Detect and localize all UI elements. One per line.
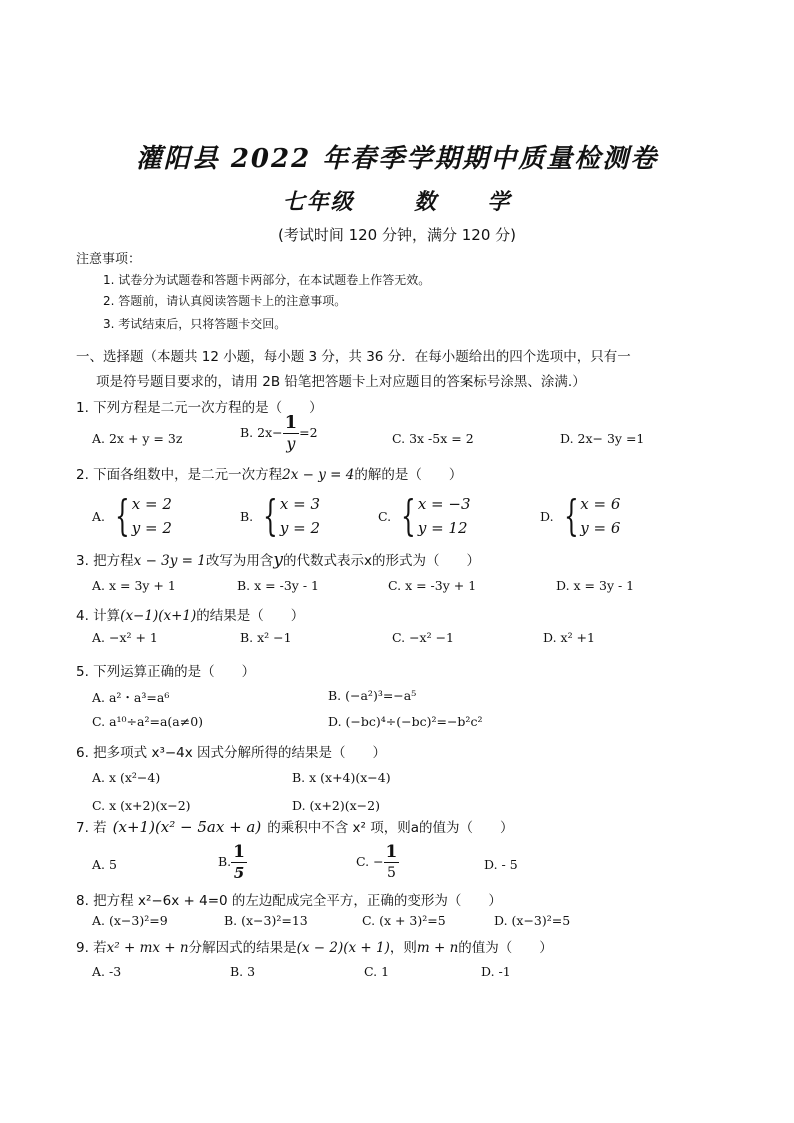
fraction-denominator: y [286, 434, 296, 453]
question-7-stem [76, 816, 514, 836]
stem-equation: x − 3y = 1 [133, 553, 206, 569]
subject-char-2: 学 [487, 189, 512, 215]
exam-subtitle [0, 185, 794, 216]
option-label: C. [378, 508, 392, 524]
stem-text: 7. 若 [76, 820, 107, 836]
question-8-option-c: C. (x + 3)²=5 [362, 913, 446, 928]
question-2-stem [76, 463, 462, 483]
question-9-stem [76, 936, 553, 956]
question-3-stem [76, 549, 480, 570]
question-4-option-a: A. −x² + 1 [92, 630, 158, 645]
question-4-option-b: B. x² −1 [240, 630, 292, 645]
stem-expression: (x+1)(x² − 5ax + a) [112, 818, 262, 836]
stem-expression: (x−1)(x+1) [120, 608, 197, 624]
system-row-2: y = 12 [417, 519, 468, 537]
question-6-stem: 6. 把多项式 x³−4x 因式分解所得的结果是（ ） [76, 745, 387, 761]
brace-icon: { [115, 491, 130, 540]
question-1-stem: 1. 下列方程是二元一次方程的是（ ） [76, 400, 323, 416]
question-1-option-b [240, 413, 318, 454]
question-2-option-b [240, 492, 320, 540]
question-4-stem [76, 604, 304, 624]
question-5-option-b: B. (−a²)³=−a⁵ [328, 688, 417, 703]
question-9-option-a: A. -3 [92, 964, 122, 979]
grade-label: 七年级 [282, 189, 355, 215]
fraction [283, 413, 300, 454]
stem-text-end: 的值为（ ） [458, 940, 553, 956]
notice-item-2: 2. 答题前，请认真阅读答题卡上的注意事项。 [103, 294, 347, 308]
question-9-option-c: C. 1 [364, 964, 390, 979]
stem-text: 2. 下面各组数中，是二元一次方程 [76, 467, 283, 483]
question-8-option-a: A. (x−3)²=9 [92, 913, 168, 928]
option-label: B. [218, 854, 232, 869]
stem-text-end: 的代数式表示x的形式为（ ） [283, 553, 480, 569]
fraction-denominator: 5 [233, 864, 245, 882]
question-9-option-b: B. 3 [230, 964, 256, 979]
subject-char-1: 数 [413, 189, 438, 215]
question-7-option-b [218, 842, 247, 883]
question-9-option-d: D. -1 [481, 964, 511, 979]
stem-text-end: 的结果是（ ） [196, 608, 305, 624]
stem-text-mid-2: ，则 [389, 940, 417, 956]
question-8-option-b: B. (x−3)²=13 [224, 913, 308, 928]
stem-text: 9. 若 [76, 940, 107, 956]
stem-text-mid: 分解因式的结果是 [188, 940, 297, 956]
section-1-line-2: 项是符号题目要求的，请用 2B 铅笔把答题卡上对应题目的答案标号涂黑、涂满.） [96, 374, 586, 390]
question-7-option-c [356, 842, 399, 883]
stem-text-mid: 改写为用含 [205, 553, 274, 569]
option-label: C. − [356, 854, 384, 869]
fraction-numerator: 1 [284, 412, 298, 433]
stem-text-end: 的乘积中不含 x² 项，则a的值为（ ） [267, 820, 514, 836]
system-row-1: x = −3 [417, 495, 471, 513]
question-3-option-b: B. x = -3y - 1 [237, 578, 319, 593]
system-row-1: x = 3 [279, 495, 321, 513]
question-4-option-c: C. −x² −1 [392, 630, 454, 645]
question-2-option-c [378, 492, 471, 540]
notice-item-1: 1. 试卷分为试题卷和答题卡两部分，在本试题卷上作答无效。 [103, 273, 431, 287]
option-b-prefix: B. 2x− [240, 425, 283, 440]
system-row-1: x = 6 [580, 495, 621, 513]
question-3-option-c: C. x = -3y + 1 [388, 578, 477, 593]
stem-equation: 2x − y = 4 [282, 467, 355, 483]
brace-icon: { [401, 491, 416, 540]
question-6-option-b: B. x (x+4)(x−4) [292, 770, 391, 785]
question-2-option-d [540, 492, 620, 540]
brace-icon: { [263, 491, 278, 540]
question-3-option-d: D. x = 3y - 1 [556, 578, 635, 593]
question-5-stem: 5. 下列运算正确的是（ ） [76, 664, 256, 680]
stem-expression: x² + mx + n [106, 940, 189, 956]
question-7-option-a: A. 5 [92, 857, 117, 872]
question-6-option-d: D. (x+2)(x−2) [292, 798, 380, 813]
question-5-option-d: D. (−bc)⁴÷(−bc)²=−b²c² [328, 714, 483, 729]
stem-text-end: 的解的是（ ） [354, 467, 463, 483]
option-label: D. [540, 508, 554, 524]
section-1-line-1: 一、选择题（本题共 12 小题，每小题 3 分，共 36 分．在每小题给出的四个选项中，只有一 [76, 349, 631, 365]
question-8-option-d: D. (x−3)²=5 [494, 913, 571, 928]
fraction [231, 842, 247, 883]
question-6-option-a: A. x (x²−4) [92, 770, 161, 785]
stem-sum: m + n [416, 940, 459, 956]
question-7-option-d: D. - 5 [484, 857, 518, 872]
option-label: B. [240, 508, 254, 524]
exam-info: (考试时间 120 分钟，满分 120 分) [277, 226, 517, 244]
option-label: A. [92, 508, 106, 524]
question-5-option-a: A. a²・a³=a⁶ [92, 690, 170, 705]
question-1-option-c: C. 3x -5x = 2 [392, 431, 474, 446]
notice-item-3: 3. 考试结束后，只将答题卡交回。 [103, 317, 287, 331]
stem-factored: (x − 2)(x + 1) [296, 940, 390, 956]
question-1-option-d: D. 2x− 3y =1 [560, 431, 645, 446]
question-5-option-c: C. a¹⁰÷a²=a(a≠0) [92, 714, 204, 729]
system-row-2: y = 6 [580, 519, 621, 537]
notice-title: 注意事项： [76, 252, 142, 267]
system-row-2: y = 2 [131, 519, 172, 537]
fraction-denominator: 5 [387, 865, 396, 881]
question-8-stem: 8. 把方程 x²−6x + 4=0 的左边配成完全平方，正确的变形为（ ） [76, 893, 502, 909]
exam-title: 灌阳县 2022 年春季学期期中质量检测卷 [135, 144, 659, 174]
question-6-option-c: C. x (x+2)(x−2) [92, 798, 191, 813]
stem-text: 3. 把方程 [76, 553, 134, 569]
fraction-numerator: 1 [385, 842, 398, 862]
question-1-option-a: A. 2x + y = 3z [92, 431, 183, 446]
question-4-option-d: D. x² +1 [543, 630, 595, 645]
fraction-numerator: 1 [233, 842, 246, 862]
fraction [384, 842, 400, 883]
question-3-option-a: A. x = 3y + 1 [92, 578, 176, 593]
option-b-suffix: =2 [299, 425, 318, 440]
stem-variable: y [273, 550, 283, 570]
system-row-2: y = 2 [279, 519, 321, 537]
brace-icon: { [563, 491, 579, 540]
system-row-1: x = 2 [131, 495, 172, 513]
stem-text: 4. 计算 [76, 608, 121, 624]
question-2-option-a [92, 492, 172, 540]
